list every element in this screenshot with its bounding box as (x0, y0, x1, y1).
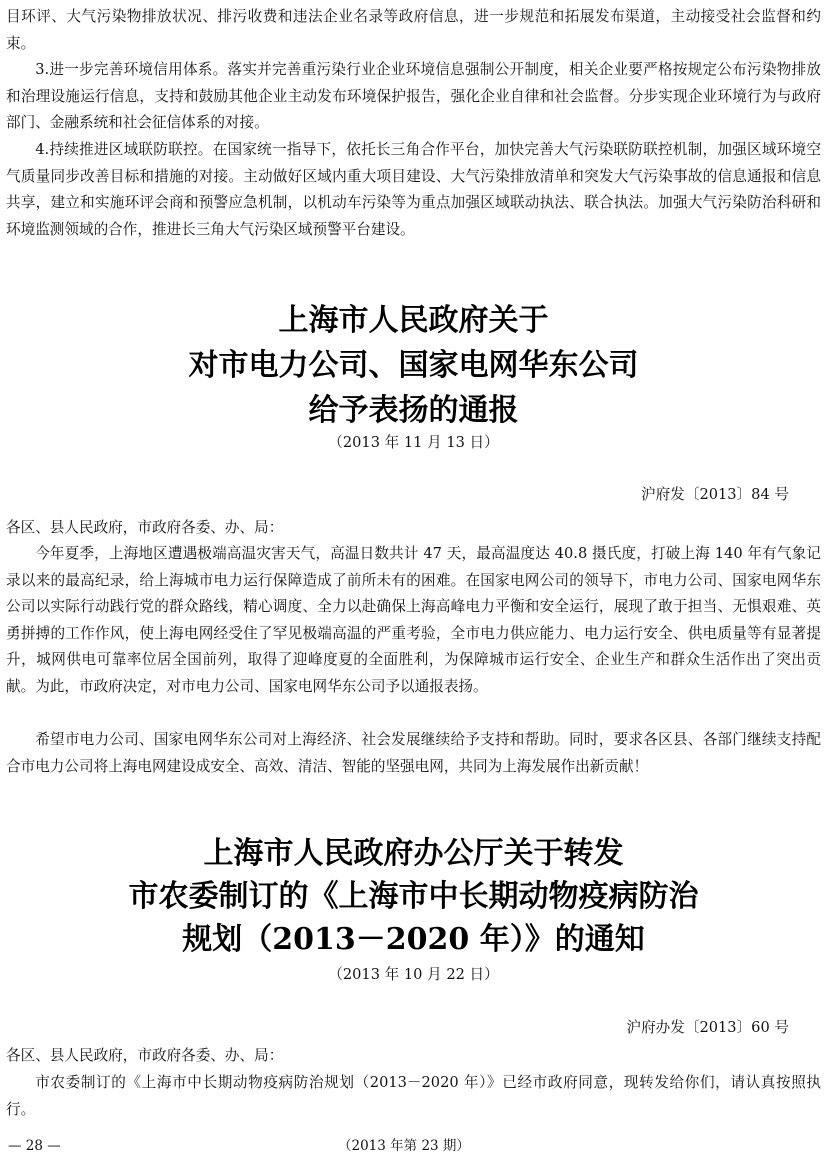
notice-date: （2013 年 10 月 22 日） (328, 966, 499, 983)
addressee: 各区、县人民政府，市政府各委、办、局： (6, 1047, 284, 1064)
paragraph: 3.进一步完善环境信用体系。落实并完善重污染行业企业环境信息强制公开制度，相关企业要严格按规定公布污染物排放和治理设施运行信息，支持和鼓励其他企业主动发布环境保护报告，强化企业自律和社会监督。分步实现企业环境行为与政府部门、金融系统和社会征信体系的对接。 (6, 61, 821, 131)
document-number: 沪府发〔2013〕84 号 (641, 486, 789, 503)
notice-title-line: 上海市人民政府办公厅关于转发 (203, 836, 624, 871)
paragraph: 希望市电力公司、国家电网华东公司对上海经济、社会发展继续给予支持和帮助。同时，要求各区县、各部门继续支持配合市电力公司将上海电网建设成安全、高效、清洁、智能的坚强电网，共同为上海发展作出新贡献！ (6, 731, 821, 775)
notice-title-line: 规划（2013－2020 年）》的通知 (182, 922, 645, 957)
notice-title-line: 市农委制订的《上海市中长期动物疫病防治 (128, 879, 699, 914)
addressee: 各区、县人民政府，市政府各委、办、局： (6, 519, 284, 536)
paragraph: 4.持续推进区域联防联控。在国家统一指导下，依托长三角合作平台，加快完善大气污染联防联控机制，加强区域环境空气质量同步改善目标和措施的对接。主动做好区域内重大项目建设、大气污染排放清单和突发大气污染事故的信息通报和信息共享，建立和实施环评会商和预警应急机制，以机动车污染等为重点加强区域联动执法、联合执法。加强大气污染防治科研和环境监测领域的合作，推进长三角大气污染区域预警平台建设。 (6, 141, 821, 238)
paragraph: 今年夏季，上海地区遭遇极端高温灾害天气，高温日数共计 47 天，最高温度达 40.8 摄氏度，打破上海 140 年有气象记录以来的最高纪录，给上海城市电力运行保障造成了前所未有的困难。在国家电网公司的领导下，市电力公司、国家电网华东公司以实际行动践行党的群众路线，精心调度、全力以赴确保上海高峰电力平衡和安全运行，展现了敢于担当、无惧艰难、英勇拼搏的工作作风，使上海电网经受住了罕见极端高温的严重考验，全市电力供应能力、电力运行安全、供电质量等有显著提升，城网供电可靠率位居全国前列，取得了迎峰度夏的全面胜利，为保障城市运行安全、企业生产和群众生活作出了突出贡献。为此，市政府决定，对市电力公司、国家电网华东公司予以通报表扬。 (6, 545, 821, 695)
notice-title-line: 对市电力公司、国家电网华东公司 (188, 348, 639, 383)
paragraph: 市农委制订的《上海市中长期动物疫病防治规划（2013－2020 年）》已经市政府同意，现转发给你们，请认真按照执行。 (6, 1074, 821, 1118)
issue-label: （2013 年第 23 期） (338, 1138, 470, 1154)
page-number: — 28 — (8, 1138, 61, 1154)
notice-title-line: 给予表扬的通报 (308, 393, 519, 428)
notice-date: （2013 年 11 月 13 日） (328, 434, 499, 451)
document-number: 沪府办发〔2013〕60 号 (626, 1019, 789, 1036)
notice-title-line: 上海市人民政府关于 (278, 303, 549, 338)
paragraph: 目环评、大气污染物排放状况、排污收费和违法企业名录等政府信息，进一步规范和拓展发布渠道，主动接受社会监督和约束。 (6, 8, 821, 52)
